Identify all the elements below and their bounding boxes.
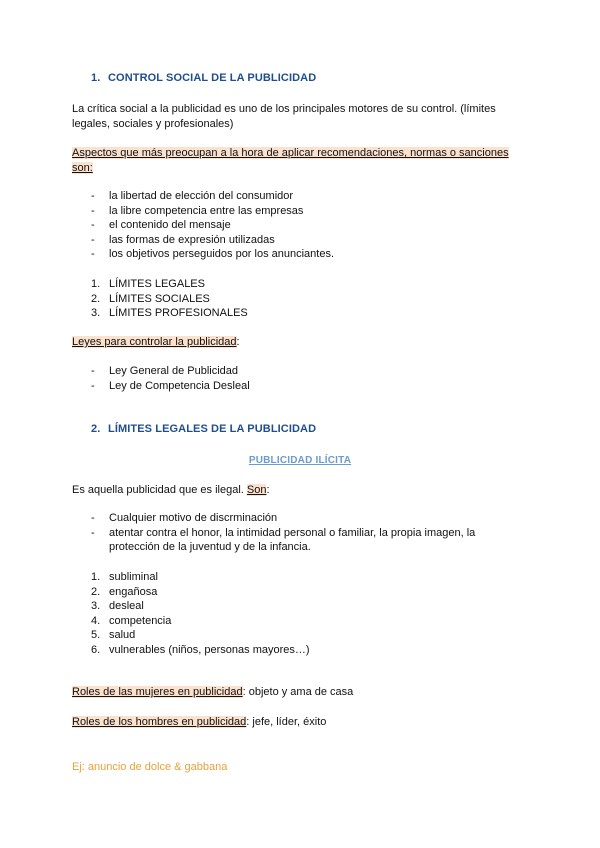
list-item-text: las formas de expresión utilizadas bbox=[109, 233, 275, 246]
women-roles-label: Roles de las mujeres en publicidad bbox=[72, 686, 243, 698]
bullet-mark: - bbox=[91, 219, 95, 231]
section-1-intro: La crítica social a la publicidad es uno de los principales motores de su control. (límites legales, sociales y profesionales) bbox=[72, 103, 496, 130]
bullet-mark: - bbox=[91, 233, 95, 246]
number-mark: 2. bbox=[91, 292, 101, 305]
list-item bbox=[91, 526, 509, 555]
number-mark: 3. bbox=[91, 307, 101, 319]
list-item-text: salud bbox=[109, 629, 136, 641]
aspects-heading bbox=[72, 146, 522, 176]
laws-heading-highlight: Leyes para controlar la publicidad bbox=[72, 336, 237, 348]
men-roles-label: Roles de los hombres en publicidad bbox=[72, 716, 247, 728]
list-item bbox=[91, 511, 509, 526]
list-item-text: el contenido del mensaje bbox=[109, 219, 231, 231]
list-item-text: desleal bbox=[109, 600, 144, 612]
list-item-text: competencia bbox=[109, 614, 172, 627]
section-2-intro-colon: : bbox=[266, 484, 270, 496]
bullet-mark: - bbox=[91, 190, 95, 202]
number-mark: 4. bbox=[91, 614, 101, 627]
list-item-text: Ley General de Publicidad bbox=[109, 365, 239, 377]
section-2-intro-text: Es aquella publicidad que es ilegal. bbox=[72, 484, 247, 496]
number-mark: 1. bbox=[91, 571, 101, 583]
number-mark: 1. bbox=[91, 278, 101, 290]
men-roles bbox=[72, 716, 326, 728]
number-mark: 6. bbox=[91, 643, 101, 656]
section-1-heading bbox=[91, 72, 316, 84]
bullet-mark: - bbox=[91, 379, 95, 392]
section-1-number: 1. bbox=[91, 72, 101, 84]
number-mark: 2. bbox=[91, 585, 101, 598]
list-item-text: atentar contra el honor, la intimidad personal o familiar, la propia imagen, la protección de la juventud y de la infancia. bbox=[109, 526, 476, 553]
section-1-title: CONTROL SOCIAL DE LA PUBLICIDAD bbox=[108, 72, 317, 84]
causes-list bbox=[91, 511, 509, 555]
section-2-title: LÍMITES LEGALES DE LA PUBLICIDAD bbox=[108, 423, 317, 435]
men-roles-value: : jefe, líder, éxito bbox=[246, 716, 327, 728]
section-2-intro-highlight: Son bbox=[246, 484, 267, 496]
laws-heading bbox=[72, 336, 240, 348]
list-item-text: la libre competencia entre las empresas bbox=[109, 204, 304, 217]
bullet-mark: - bbox=[91, 204, 95, 217]
list-item-text: LÍMITES PROFESIONALES bbox=[109, 307, 248, 319]
women-roles-value: : objeto y ama de casa bbox=[242, 686, 354, 698]
list-item-text: LÍMITES SOCIALES bbox=[109, 292, 210, 305]
bullet-mark: - bbox=[91, 248, 95, 260]
list-item-text: Ley de Competencia Desleal bbox=[109, 379, 250, 392]
bullet-mark: - bbox=[91, 365, 95, 377]
subtitle-publicidad-ilicita: PUBLICIDAD ILÍCITA bbox=[248, 455, 352, 466]
list-item-text: los objetivos perseguidos por los anunciantes. bbox=[109, 248, 335, 260]
bullet-mark: - bbox=[91, 526, 95, 539]
list-item-text: subliminal bbox=[109, 571, 158, 583]
aspects-heading-highlight: Aspectos que más preocupan a la hora de aplicar recomendaciones, normas o sanciones son: bbox=[72, 147, 509, 174]
list-item-text: LÍMITES LEGALES bbox=[109, 278, 205, 290]
number-mark: 3. bbox=[91, 600, 101, 612]
list-item-text: engañosa bbox=[109, 585, 158, 598]
list-item-text: Cualquier motivo de discrminación bbox=[109, 512, 278, 524]
section-2-intro bbox=[72, 484, 270, 496]
example-note: Ej: anuncio de dolce & gabbana bbox=[72, 761, 228, 773]
section-2-number: 2. bbox=[91, 423, 101, 435]
laws-heading-colon: : bbox=[236, 336, 240, 348]
list-item-text: vulnerables (niños, personas mayores…) bbox=[109, 643, 310, 656]
list-item-text: la libertad de elección del consumidor bbox=[109, 190, 294, 202]
number-mark: 5. bbox=[91, 629, 101, 641]
bullet-mark: - bbox=[91, 512, 95, 524]
section-2-heading bbox=[91, 423, 316, 435]
women-roles bbox=[72, 686, 353, 698]
